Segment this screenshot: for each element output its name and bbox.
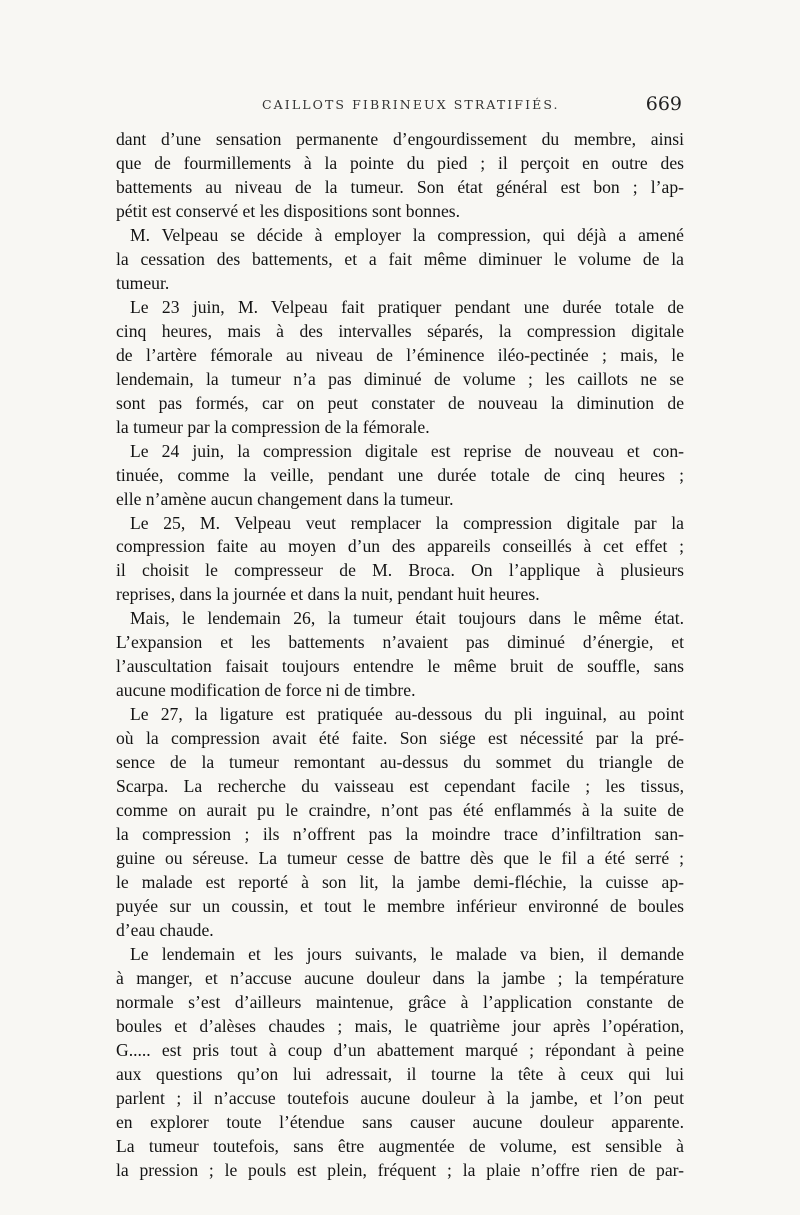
text-line: que de fourmillements à la pointe du pied ; il perçoit en outre des (116, 152, 684, 173)
text-line: lendemain, la tumeur n’a pas diminué de volume ; les caillots ne se (116, 368, 684, 389)
text-line: il choisit le compresseur de M. Broca. On l’applique à plusieurs (116, 560, 684, 581)
text-line: reprises, dans la journée et dans la nuit, pendant huit heures. (116, 584, 540, 605)
text-line: compression faite au moyen d’un des appareils conseillés à cet effet ; (116, 536, 684, 557)
text-line: où la compression avait été faite. Son siége est nécessité par la pré- (116, 728, 684, 749)
text-line: guine ou séreuse. La tumeur cesse de battre dès que le fil a été serré ; (116, 848, 684, 869)
text-line: la pression ; le pouls est plein, fréquent ; la plaie n’offre rien de par- (116, 1159, 684, 1180)
text-line: parlent ; il n’accuse toutefois aucune douleur à la jambe, et l’on peut (116, 1087, 684, 1108)
text-line: L’expansion et les battements n’avaient pas diminué d’énergie, et (116, 632, 684, 653)
page-header (116, 93, 684, 127)
text-line: comme on aurait pu le craindre, n’ont pas été enflammés à la suite de (116, 800, 684, 821)
text-line: Le 27, la ligature est pratiquée au-dessous du pli inguinal, au point (130, 704, 684, 725)
text-line: tumeur. (116, 272, 170, 293)
running-title: CAILLOTS FIBRINEUX STRATIFIÉS. (262, 97, 560, 112)
text-line: elle n’amène aucun changement dans la tumeur. (116, 488, 454, 509)
text-line: à manger, et n’accuse aucune douleur dans la jambe ; la température (116, 967, 684, 988)
text-line: Le 25, M. Velpeau veut remplacer la compression digitale par la (130, 512, 684, 533)
text-line: aux questions qu’on lui adressait, il tourne la tête à ceux qui lui (116, 1063, 684, 1084)
text-line: Mais, le lendemain 26, la tumeur était toujours dans le même état. (130, 608, 684, 629)
text-line: en explorer toute l’étendue sans causer aucune douleur apparente. (116, 1111, 684, 1132)
text-line: d’eau chaude. (116, 919, 214, 940)
text-line: Le 23 juin, M. Velpeau fait pratiquer pendant une durée totale de (130, 296, 684, 317)
text-line: Le 24 juin, la compression digitale est reprise de nouveau et con- (130, 440, 684, 461)
text-line: tinuée, comme la veille, pendant une durée totale de cinq heures ; (116, 464, 684, 485)
body-text (116, 128, 684, 1183)
text-line: La tumeur toutefois, sans être augmentée de volume, est sensible à (116, 1135, 684, 1156)
text-line: l’auscultation faisait toujours entendre le même bruit de souffle, sans (116, 656, 684, 677)
page-number: 669 (645, 93, 682, 115)
text-line: le malade est reporté à son lit, la jambe demi-fléchie, la cuisse ap- (116, 872, 684, 893)
text-line: la compression ; ils n’offrent pas la moindre trace d’infiltration san- (116, 824, 684, 845)
text-line: battements au niveau de la tumeur. Son état général est bon ; l’ap- (116, 176, 684, 197)
text-line: Le lendemain et les jours suivants, le malade va bien, il demande (130, 943, 684, 964)
text-line: boules et d’alèses chaudes ; mais, le quatrième jour après l’opération, (116, 1015, 684, 1036)
text-line: aucune modification de force ni de timbre. (116, 680, 416, 701)
text-line: cinq heures, mais à des intervalles séparés, la compression digitale (116, 320, 684, 341)
text-line: de l’artère fémorale au niveau de l’éminence iléo-pectinée ; mais, le (116, 344, 684, 365)
text-line: normale s’est d’ailleurs maintenue, grâce à l’application constante de (116, 991, 684, 1012)
text-line: dant d’une sensation permanente d’engourdissement du membre, ainsi (116, 129, 684, 149)
text-line: puyée sur un coussin, et tout le membre inférieur environné de boules (116, 896, 684, 916)
text-line: Scarpa. La recherche du vaisseau est cependant facile ; les tissus, (116, 776, 684, 797)
text-line: la cessation des battements, et a fait même diminuer le volume de la (116, 248, 684, 269)
text-line: sence de la tumeur remontant au-dessus du sommet du triangle de (116, 752, 684, 773)
text-line: la tumeur par la compression de la fémorale. (116, 416, 430, 437)
text-line: G..... est pris tout à coup d’un abattement marqué ; répondant à peine (116, 1039, 684, 1060)
text-line: sont pas formés, car on peut constater de nouveau la diminution de (116, 392, 684, 413)
text-line: pétit est conservé et les dispositions sont bonnes. (116, 200, 461, 221)
text-line: M. Velpeau se décide à employer la compression, qui déjà a amené (130, 224, 684, 245)
